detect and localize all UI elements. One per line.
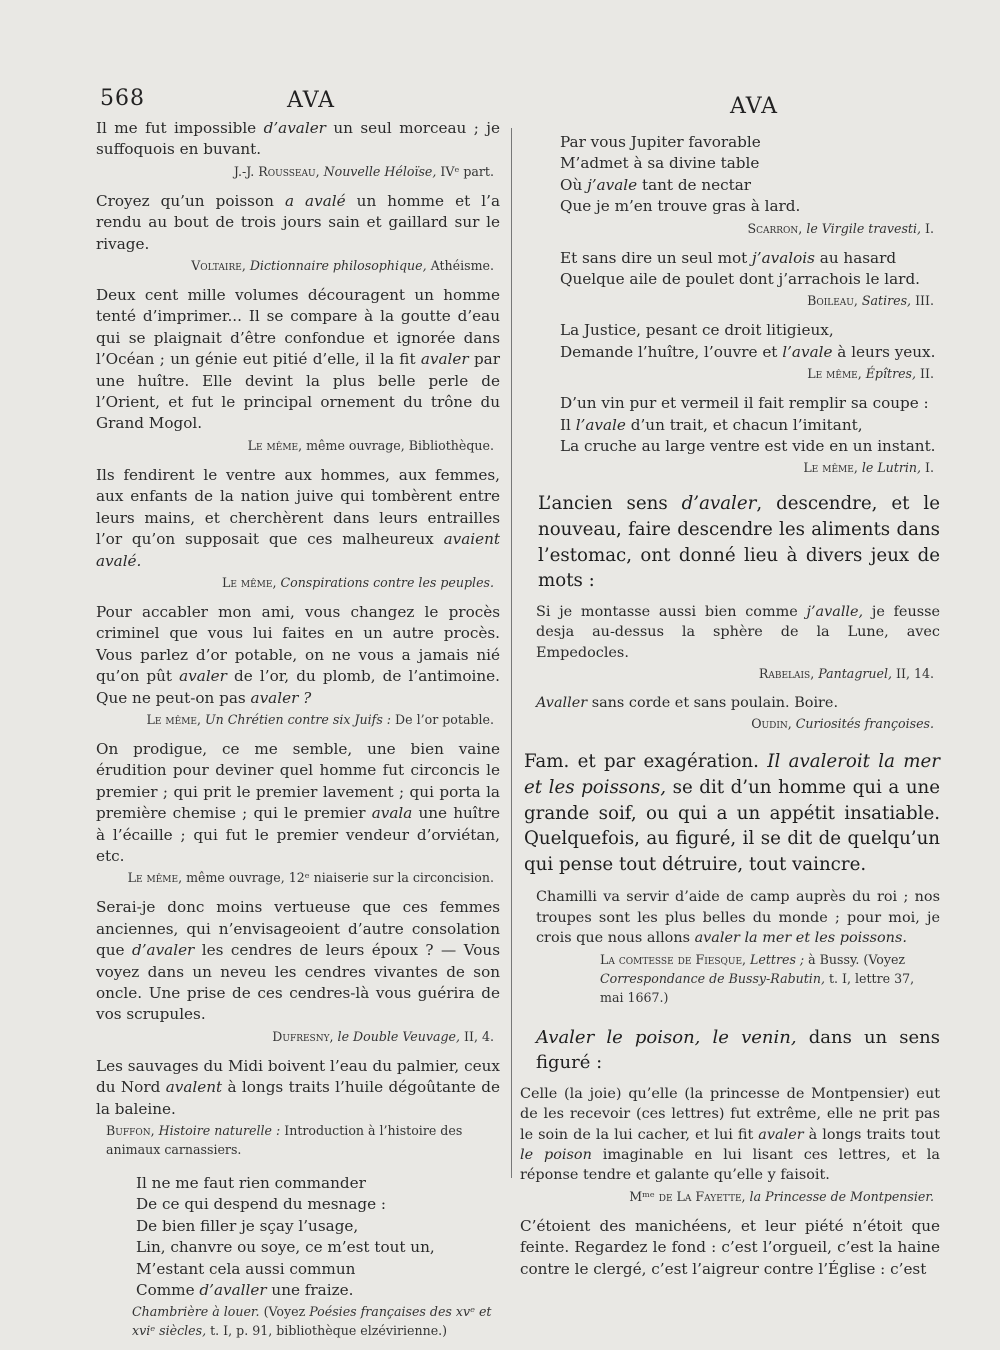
quote-text: Les sauvages du Midi boivent l’eau du palmier, ceux du Nord avalent à longs traits l’huile dégoûtante de la baleine. — [96, 1056, 500, 1118]
verse-boileau-satires — [520, 248, 940, 311]
verse-line: M’admet à sa divine table — [560, 154, 760, 173]
verse-line: Comme d’avaller une fraize. — [136, 1281, 354, 1300]
verse-boileau-lutrin — [520, 393, 940, 477]
quote-text: C’étoient des manichéens, et leur piété n’étoit que feinte. Regardez le fond : c’est l’orgueil, c’est la haine contre le clergé, c’est l’aigreur contre l’Église : c’est — [520, 1216, 940, 1278]
quote-source: Rabelais, Pantagruel, II, 14. — [758, 666, 934, 682]
quotation-rousseau — [96, 118, 500, 181]
quote-text: Croyez qu’un poisson a avalé un homme et l’a rendu au bout de trois jours sain et gaillard sur le rivage. — [96, 191, 500, 253]
page-number: 568 — [100, 86, 145, 111]
verse-lines — [520, 320, 940, 363]
verse-line: La cruche au large ventre est vide en un instant. — [560, 437, 936, 456]
quotation-circoncision — [96, 739, 500, 887]
quotation-dufresny — [96, 897, 500, 1045]
quote-text: Si je montasse aussi bien comme j’avalle, je feusse desja au-dessus la sphère de la Lune, avec Empedocles. — [536, 603, 940, 661]
quotation-conspirations — [96, 465, 500, 592]
quote-source: Le même, même ouvrage, 12ᵉ niaiserie sur la circoncision. — [127, 870, 494, 886]
quote-source: Boileau, Satires, III. — [807, 293, 934, 309]
right-running-head: AVA — [730, 94, 779, 119]
verse-chambriere — [96, 1173, 500, 1340]
quote-text: Avaller sans corde et sans poulain. Boire. — [536, 695, 839, 712]
quote-text: Pour accabler mon ami, vous changez le procès criminel que vous lui faites en un autre procès. Vous parlez d’or potable, on ne vous a jamais nié qu’on pût avaler de l’or, du plomb, de l’antimoine. Que ne peut-on pas avaler ? — [96, 602, 500, 707]
right-column — [520, 118, 940, 1280]
column-divider — [511, 128, 512, 1178]
quote-source: Le même, Épîtres, II. — [807, 366, 934, 382]
quote-source: Le même, Conspirations contre les peuples. — [221, 574, 494, 590]
quote-source: Le même, Un Chrétien contre six Juifs : De l’or potable. — [146, 711, 494, 727]
quote-source: Le même, le Lutrin, I. — [803, 460, 934, 476]
verse-line: Et sans dire un seul mot j’avalois au hasard — [560, 248, 897, 267]
quotation-la-fayette — [520, 1084, 940, 1206]
verse-line: La Justice, pesant ce droit litigieux, — [560, 321, 834, 340]
definition-paragraph: L’ancien sens d’avaler, descendre, et le nouveau, faire descendre les aliments dans l’estomac, ont donné lieu à divers jeux de mots : — [538, 493, 940, 592]
verse-lines — [520, 248, 940, 291]
quotation-fiesque — [520, 887, 940, 1006]
quote-source: La comtesse de Fiesque, Lettres ; à Bussy. (Voyez Correspondance de Bussy-Rabutin, t. I, lettre 37, mai 1667.) — [600, 951, 915, 1005]
definition-paragraph: Avaler le poison, le venin, dans un sens figuré : — [536, 1026, 940, 1074]
quote-source: Oudin, Curiosités françoises. — [751, 716, 934, 732]
verse-line: Il ne me faut rien commander — [136, 1174, 366, 1193]
quotation-buffon — [96, 1056, 500, 1159]
quote-source: Scarron, le Virgile travesti, I. — [747, 220, 934, 236]
verse-line: De bien filler je sçay l’usage, — [136, 1216, 359, 1235]
quote-source: Buffon, Histoire naturelle : Introduction à l’histoire des animaux carnassiers. — [106, 1123, 463, 1158]
quotation-rabelais — [520, 602, 940, 683]
quote-source: Dufresny, le Double Veuvage, II, 4. — [272, 1028, 494, 1044]
quote-text: Ils fendirent le ventre aux hommes, aux femmes, aux enfants de la nation juive qui tombèrent entre leurs mains, et cherchèrent dans leurs entrailles l’or qu’on supposait que ces malheureux avaient avalé. — [96, 465, 500, 570]
quote-text: On prodigue, ce me semble, une bien vaine érudition pour deviner quel homme fut circoncis le premier ; qui prit le premier lavement ; qui porta la première chemise ; qui le premier avala une huître à l’écaille ; qui fut le premier vendeur d’orviétan, etc. — [96, 739, 501, 865]
quote-text: Serai-je donc moins vertueuse que ces femmes anciennes, qui n’envisageoient d’autre consolation que d’avaler les cendres de leurs époux ? — Vous voyez dans un neveu les cendres vivantes de son oncle. Une prise de ces cendres-là vous guérira de vos scrupules. — [96, 898, 500, 1024]
verse-line: Il l’avale d’un trait, et chacun l’imitant, — [560, 415, 863, 434]
verse-lines — [520, 132, 940, 218]
quotation-oudin — [520, 693, 940, 733]
quote-text: Celle (la joie) qu’elle (la princesse de Montpensier) eut de les recevoir (ces lettres) fut extrême, elle ne prit pas le soin de la lui cacher, et lui fit avaler à longs traits tout le poison imaginable en lui lisant ces lettres, et la réponse tendre et galante qu’elle y faisoit. — [520, 1085, 940, 1184]
quote-text: Deux cent mille volumes découragent un homme tenté d’imprimer... Il se compare à la goutte d’eau qui se plaignait d’être confondue et ignorée dans l’Océan ; un génie eut pitié d’elle, il la fit avaler par une huître. Elle devint la plus belle perle de l’Orient, et fut le principal ornement du trône du Grand Mogol. — [96, 286, 500, 433]
left-running-head: AVA — [287, 88, 336, 113]
quote-source: Le même, même ouvrage, Bibliothèque. — [247, 437, 494, 453]
verse-line: Quelque aile de poulet dont j’arrachois le lard. — [560, 270, 920, 289]
verse-line: Par vous Jupiter favorable — [560, 133, 761, 151]
quote-source: J.-J. Rousseau, Nouvelle Héloïse, IVᵉ part. — [233, 163, 494, 179]
verse-line: De ce qui despend du mesnage : — [136, 1195, 387, 1214]
quotation-bibliotheque — [96, 285, 500, 455]
verse-line: M’estant cela aussi commun — [136, 1259, 356, 1278]
quotation-or-potable — [96, 602, 500, 729]
quote-text: Chamilli va servir d’aide de camp auprès du roi ; nos troupes sont les plus belles du monde ; pour moi, je crois que nous allons avaler la mer et les poissons. — [536, 889, 940, 947]
verse-line: D’un vin pur et vermeil il fait remplir sa coupe : — [560, 394, 929, 413]
verse-scarron — [520, 132, 940, 238]
definition-paragraph: Fam. et par exagération. Il avaleroit la mer et les poissons, se dit d’un homme qui a une grande soif, ou qui a un appétit insatiable. Quelquefois, au figuré, il se dit de quelqu’un qui pense tout détruire, tout vaincre. — [524, 751, 941, 875]
verse-lines — [96, 1173, 500, 1301]
quotation-voltaire — [96, 191, 500, 275]
left-column — [96, 118, 500, 1350]
verse-line: Lin, chanvre ou soye, ce m’est tout un, — [136, 1238, 435, 1257]
verse-line: Où j’avale tant de nectar — [560, 175, 752, 194]
verse-line: Que je m’en trouve gras à lard. — [560, 197, 801, 216]
quote-text: Il me fut impossible d’avaler un seul morceau ; je suffoquois en buvant. — [96, 119, 501, 159]
quote-source: Voltaire, Dictionnaire philosophique, Athéisme. — [191, 258, 494, 274]
verse-boileau-epitres — [520, 320, 940, 383]
verse-line: Demande l’huître, l’ouvre et l’avale à leurs yeux. — [560, 342, 936, 361]
quote-source: Chambrière à louer. (Voyez Poésies françaises des xvᵉ et xviᵉ siècles, t. I, p. 91, bibliothèque elzévirienne.) — [132, 1304, 492, 1339]
quote-source: Mᵐᵉ de La Fayette, la Princesse de Montpensier. — [629, 1188, 934, 1204]
verse-lines — [520, 393, 940, 457]
